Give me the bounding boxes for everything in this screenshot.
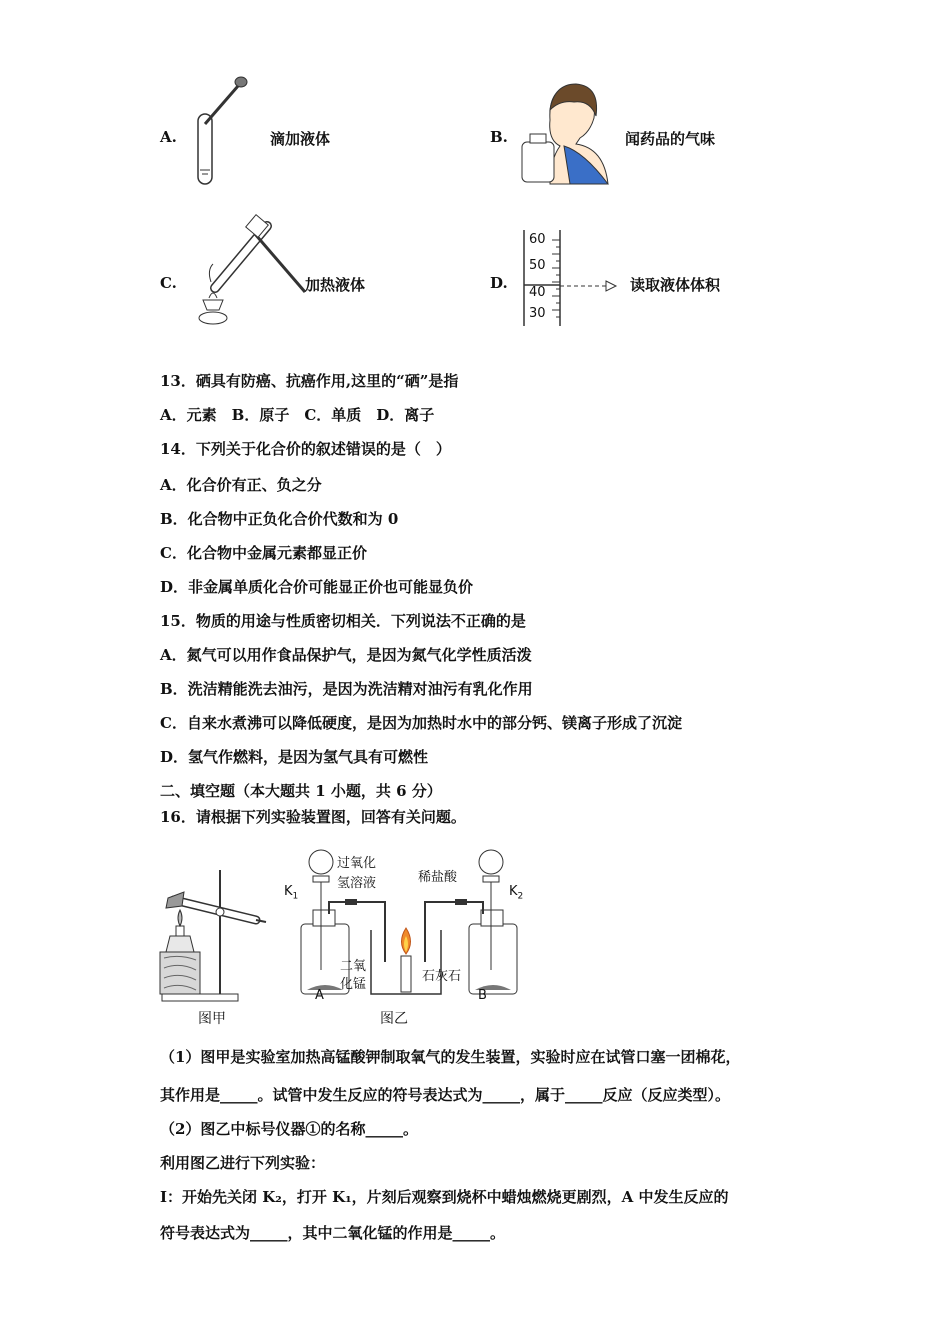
q15-option-d: D．氢气作燃料，是因为氢气具有可燃性 [160,748,429,766]
option-c-caption: 加热液体 [305,276,366,294]
q13-stem: 13．硒具有防癌、抗癌作用,这里的“硒”是指 [160,372,459,390]
q14-option-d: D．非金属单质化合价可能显正价也可能显负价 [160,578,474,596]
q16-part1-line2: 其作用是_____。试管中发生反应的符号表达式为_____，属于_____反应（反应类型）。 [160,1086,731,1104]
q16-part1-line1: （1）图甲是实验室加热高锰酸钾制取氧气的发生装置，实验时应在试管口塞一团棉花， [160,1048,741,1066]
q14-option-b: B．化合物中正负化合价代数和为 0 [160,510,399,528]
cylinder-tick-40: 40 [529,285,546,300]
option-d-letter: D. [490,274,508,292]
q16-step1-line1: I：开始先关闭 K₂，打开 K₁，片刻后观察到烧杯中蜡烛燃烧更剧烈，A 中发生反应的 [160,1188,729,1206]
label-k2: $K_2$ [509,884,524,902]
figure-yi-apparatus [285,840,535,1005]
q16-stem: 16．请根据下列实验装置图，回答有关问题。 [160,808,466,826]
heating-liquid-illustration [185,210,310,330]
dropper-tube-illustration [190,72,260,192]
q15-stem: 15．物质的用途与性质密切相关．下列说法不正确的是 [160,612,526,630]
label-mno2-line2: 化锰 [340,977,367,992]
option-a-letter: A. [160,128,177,146]
figure-jia-label: 图甲 [198,1011,226,1027]
q14-stem: 14．下列关于化合价的叙述错误的是（ ） [160,440,451,458]
label-hcl: 稀盐酸 [418,870,458,885]
figure-jia-apparatus [160,862,270,1004]
q13-options: A．元素 B．原子 C．单质 D．离子 [160,406,435,424]
option-d-caption: 读取液体体积 [630,276,721,294]
q16-part2: （2）图乙中标号仪器①的名称_____。 [160,1120,418,1138]
option-b-letter: B. [490,128,508,146]
cylinder-tick-60: 60 [529,232,546,247]
q14-option-a: A．化合价有正、负之分 [160,476,322,494]
label-h2o2-line1: 过氧化 [337,856,377,871]
q15-option-a: A．氮气可以用作食品保护气，是因为氮气化学性质活泼 [160,646,532,664]
q14-option-c: C．化合物中金属元素都显正价 [160,544,367,562]
label-k1: $K_1$ [284,884,299,902]
label-mno2-line1: 二氧 [340,959,367,974]
option-c-letter: C. [160,274,177,292]
label-bottle-a: A [315,988,324,1003]
label-h2o2-line2: 氢溶液 [337,876,377,891]
label-limestone: 石灰石 [422,969,462,984]
smelling-illustration [520,80,610,185]
q15-option-c: C．自来水煮沸可以降低硬度，是因为加热时水中的部分钙、镁离子形成了沉淀 [160,714,682,732]
section-heading: 二、填空题（本大题共 1 小题，共 6 分） [160,782,442,800]
q16-step1-line2: 符号表达式为_____，其中二氧化锰的作用是_____。 [160,1224,506,1242]
cylinder-tick-50: 50 [529,258,546,273]
label-bottle-b: B [478,988,487,1003]
q16-intro: 利用图乙进行下列实验： [160,1154,326,1172]
q15-option-b: B．洗洁精能洗去油污，是因为洗洁精对油污有乳化作用 [160,680,533,698]
option-a-caption: 滴加液体 [270,130,331,148]
option-b-caption: 闻药品的气味 [625,130,716,148]
cylinder-tick-30: 30 [529,306,546,321]
figure-yi-label: 图乙 [380,1011,408,1027]
